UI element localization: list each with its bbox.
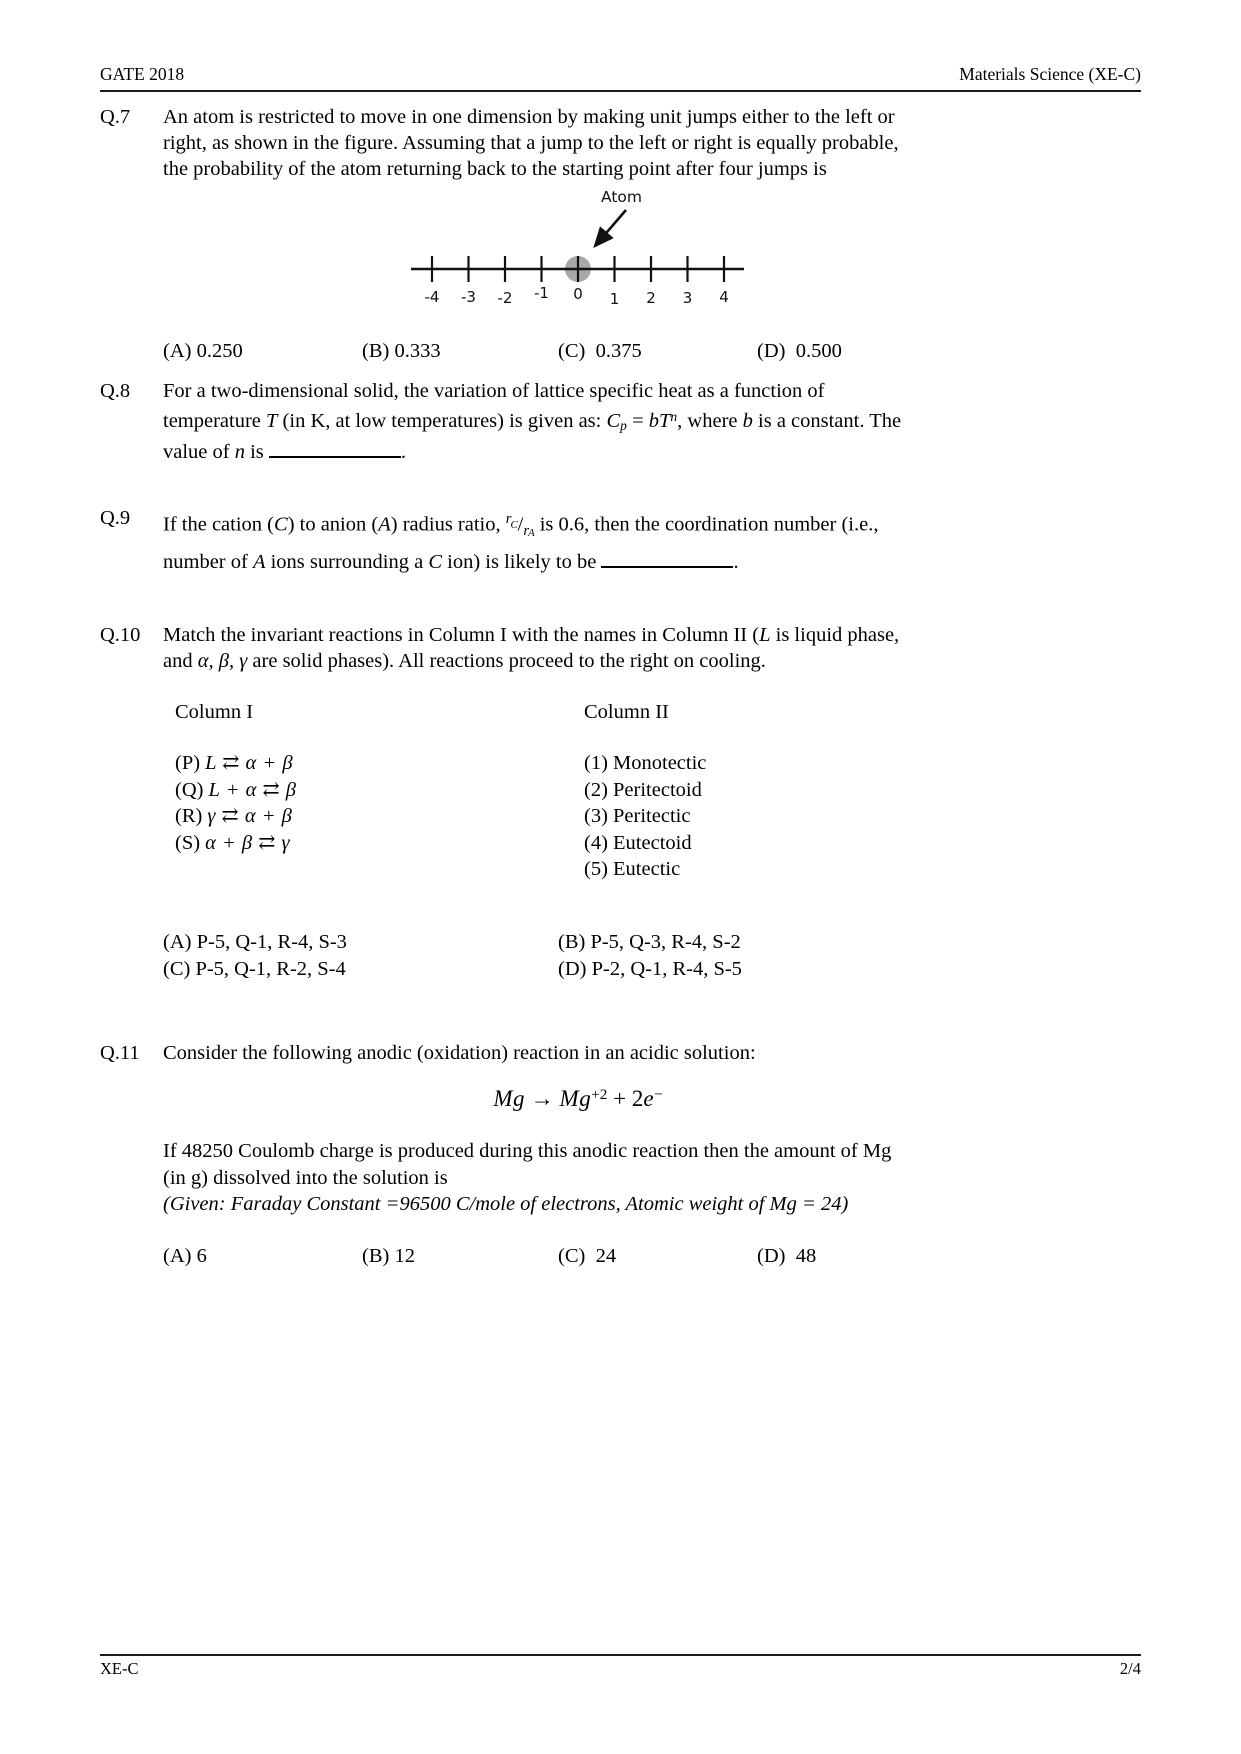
q10-option-d — [558, 956, 742, 982]
footer-page-number: 2/4 — [1119, 1659, 1141, 1678]
tick-label: 0 — [573, 285, 583, 303]
q7-figure — [405, 183, 750, 320]
option-label: (D) — [757, 340, 786, 362]
list-item: (4) Eutectoid — [584, 831, 692, 854]
reaction-item — [175, 777, 296, 804]
q7-option-c — [558, 338, 642, 364]
question-8 — [100, 378, 1163, 465]
tick-label: 4 — [719, 288, 729, 306]
option-value: 24 — [595, 1245, 617, 1267]
footer-rule — [100, 1654, 1141, 1656]
reaction-item — [175, 830, 296, 857]
tick-labels — [425, 284, 729, 308]
tick-label: 2 — [646, 289, 656, 307]
q11-body: If 48250 Coulomb charge is produced during this anodic reaction then the amount of Mg (in g) dissolved into the solution is (Given: Faraday Constant =96500 C/mole of electrons, Atomic weight of Mg = 24) — [163, 1140, 892, 1215]
option-label: (C) — [558, 340, 586, 362]
question-11 — [100, 1040, 1163, 1066]
q11-option-d — [757, 1243, 816, 1269]
page-footer — [100, 1659, 1141, 1679]
list-item: (5) Eutectic — [584, 858, 681, 880]
q10-option-c — [163, 956, 346, 982]
option-label: (A) — [163, 931, 192, 953]
option-label: (B) — [558, 931, 586, 953]
q11-equation: $Mg \to Mg^{+2} + 2e^-$ — [493, 1085, 663, 1111]
option-label: (C) — [163, 958, 191, 980]
option-value: 12 — [394, 1245, 415, 1267]
q7-number: Q.7 — [100, 106, 131, 128]
footer-paper-code: XE-C — [100, 1659, 139, 1678]
reaction-formula: L ⇄ α + β — [205, 752, 294, 774]
option-value: 0.250 — [196, 340, 243, 362]
column1-header: Column I — [175, 701, 254, 723]
reaction-formula: γ ⇄ α + β — [207, 805, 293, 827]
option-label: (C) — [558, 1245, 586, 1267]
option-value: 0.500 — [795, 340, 842, 362]
q7-text: An atom is restricted to move in one dimension by making unit jumps either to the left or right, as shown in the figure. Assuming that a jump to the left or right is equally probable, the probability of the atom returning back to the starting point after four jumps is — [163, 106, 899, 180]
column2-list — [584, 750, 706, 883]
list-item: (3) Peritectic — [584, 805, 691, 827]
q11-intro: Consider the following anodic (oxidation) reaction in an acidic solution: — [163, 1042, 756, 1064]
option-value: P-5, Q-1, R-2, S-4 — [195, 958, 346, 980]
question-10 — [100, 622, 1163, 674]
q11-option-a — [163, 1243, 207, 1269]
header-rule — [100, 90, 1141, 92]
q7-option-b — [362, 338, 441, 364]
tick-label: -2 — [497, 289, 513, 307]
option-value: 0.375 — [595, 340, 642, 362]
page-header — [100, 64, 1141, 84]
q10-option-b — [558, 929, 741, 955]
option-value: P-5, Q-1, R-4, S-3 — [196, 931, 347, 953]
q10-option-a — [163, 929, 347, 955]
tick-label: -1 — [534, 284, 549, 302]
option-value: P-2, Q-1, R-4, S-5 — [591, 958, 742, 980]
q11-number: Q.11 — [100, 1042, 140, 1064]
option-value: P-5, Q-3, R-4, S-2 — [590, 931, 741, 953]
reaction-formula: L + α ⇄ β — [208, 778, 297, 801]
option-value: 6 — [196, 1245, 207, 1267]
list-item: (1) Monotectic — [584, 752, 707, 774]
atom-pointer-arrow-icon — [595, 210, 626, 246]
column2-header: Column II — [584, 701, 669, 723]
q10-text: Match the invariant reactions in Column I with the names in Column II (L is liquid phase, and α, β, γ are solid phases). All reactions proceed to the right on cooling. — [163, 624, 900, 672]
option-label: (B) — [362, 1245, 390, 1267]
q7-option-a — [163, 338, 243, 364]
option-label: (A) — [163, 340, 192, 362]
q11-options — [163, 1243, 1163, 1271]
tick-label: 3 — [682, 289, 693, 307]
q8-text: For a two-dimensional solid, the variation of lattice specific heat as a function of temperature T (in K, at low temperatures) is given as: $Cp = bT^n$, where b is a constant. The value of n is . — [163, 380, 902, 463]
q10-options — [163, 929, 1163, 985]
header-paper-name: Materials Science (XE-C) — [959, 64, 1141, 84]
option-value: 0.333 — [394, 340, 441, 362]
column1-list — [175, 750, 296, 856]
option-label: (A) — [163, 1245, 192, 1267]
q7-option-d — [757, 338, 842, 364]
atom-label: Atom — [601, 188, 642, 206]
q11-option-b — [362, 1243, 415, 1269]
q9-text: If the cation (C) to anion (A) radius ratio, $^rC/_{rA}$ is 0.6, then the coordination number (i.e., number of A ions surrounding a C ion) is likely to be . — [163, 511, 879, 574]
option-label: (D) — [558, 958, 587, 980]
reaction-tag: (S) — [175, 831, 201, 854]
header-exam-name: GATE 2018 — [100, 64, 185, 84]
q9-number: Q.9 — [100, 507, 131, 529]
option-value: 48 — [795, 1245, 817, 1267]
tick-label: -4 — [424, 288, 440, 306]
tick-label: -3 — [461, 288, 476, 306]
reaction-formula: α + β ⇄ γ — [205, 831, 291, 854]
question-7 — [100, 104, 1163, 182]
list-item: (2) Peritectoid — [584, 778, 702, 801]
reaction-tag: (R) — [175, 805, 203, 827]
question-9 — [100, 505, 1163, 577]
tick-label: 1 — [609, 290, 620, 308]
q10-number: Q.10 — [100, 624, 141, 646]
option-label: (B) — [362, 340, 390, 362]
q11-option-c — [558, 1243, 616, 1269]
reaction-tag: (P) — [175, 752, 201, 774]
option-label: (D) — [757, 1245, 786, 1267]
reaction-item — [175, 750, 296, 777]
q7-options — [163, 338, 1163, 366]
reaction-item — [175, 803, 296, 830]
number-line-figure — [405, 183, 750, 313]
reaction-tag: (Q) — [175, 778, 204, 801]
q8-number: Q.8 — [100, 380, 131, 402]
